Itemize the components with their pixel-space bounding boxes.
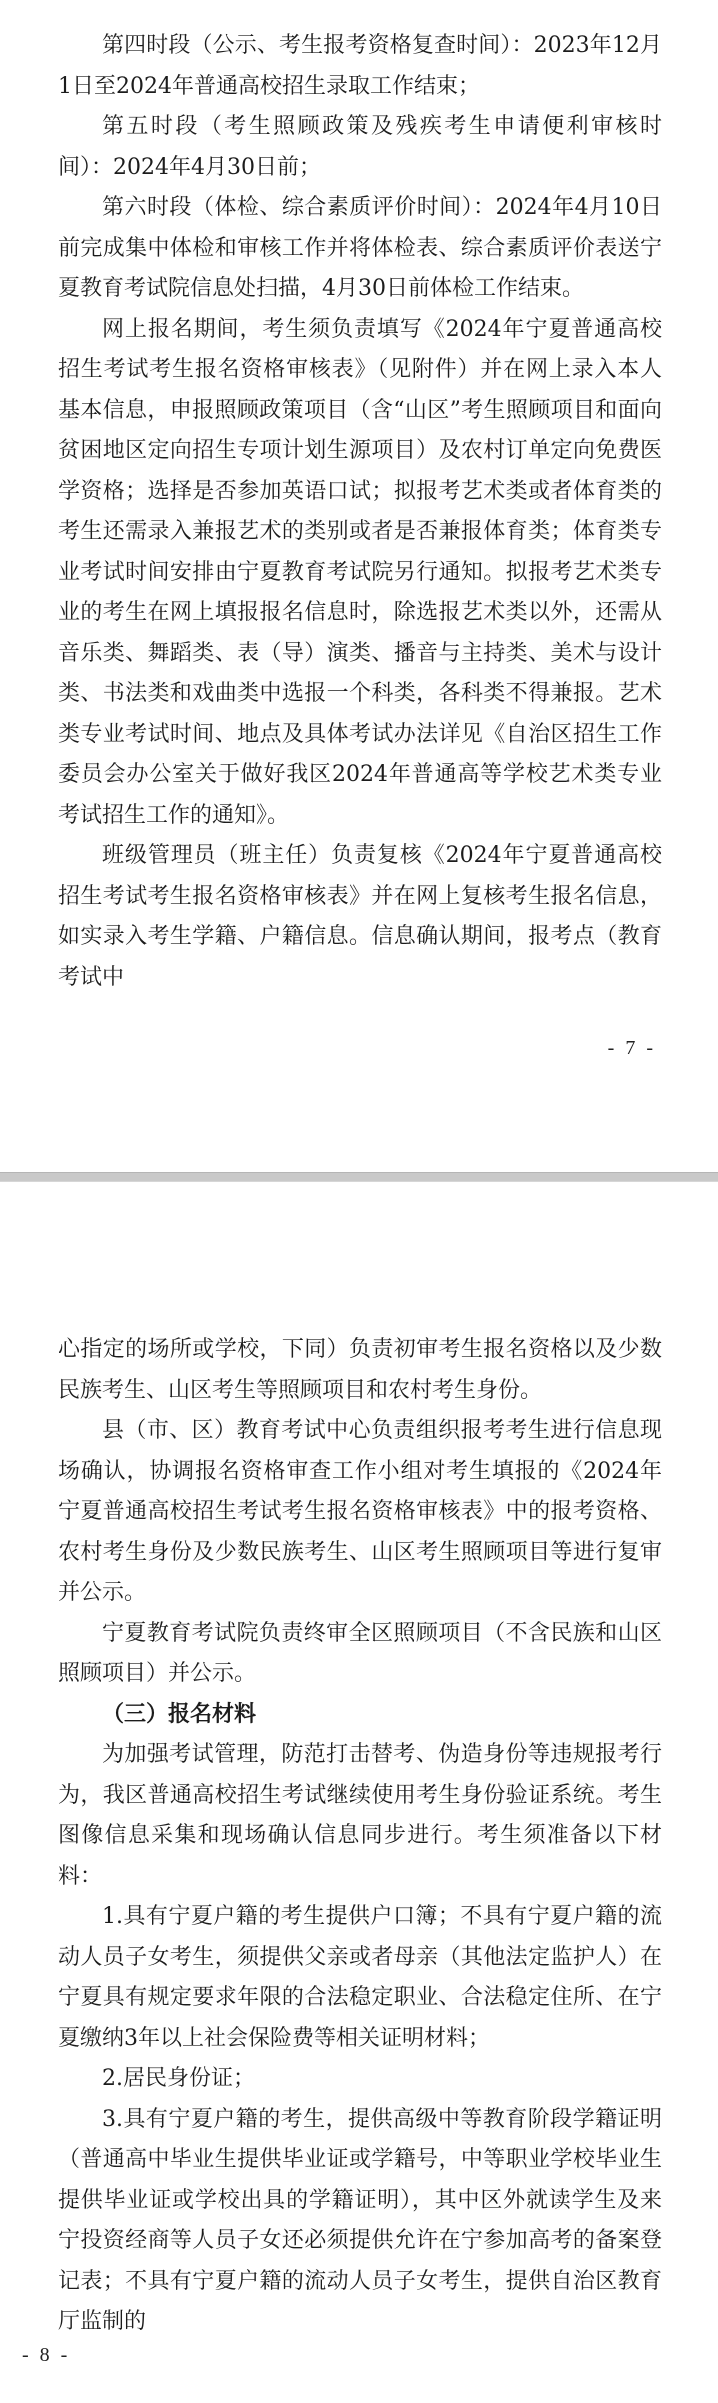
- page-number-8: - 8 -: [22, 2344, 71, 2366]
- document-page-7: [0, 0, 718, 1172]
- paragraph-continuation: 心指定的场所或学校，下同）负责初审考生报名资格以及少数民族考生、山区考生等照顾项目和农村考生身份。: [58, 1337, 662, 1403]
- paragraph-period-4: 第四时段（公示、考生报考资格复查时间）：2023年12月1日至2024年普通高校招生录取工作结束；: [58, 33, 662, 99]
- paragraph-online-registration: 网上报名期间，考生须负责填写《2024年宁夏普通高校招生考试考生报名资格审核表》（见附件）并在网上录入本人基本信息，申报照顾政策项目（含“山区”考生照顾项目和面向贫困地区定向招生专项计划生源项目）及农村订单定向免费医学资格；选择是否参加英语口试；拟报考艺术类或者体育类的考生还需录入兼报艺术的类别或者是否兼报体育类；体育类专业考试时间安排由宁夏教育考试院另行通知。拟报考艺术类专业的考生在网上填报报名信息时，除选报艺术类以外，还需从音乐类、舞蹈类、表（导）演类、播音与主持类、美术与设计类、书法类和戏曲类中选报一个科类，各科类不得兼报。艺术类专业考试时间、地点及具体考试办法详见《自治区招生工作委员会办公室关于做好我区2024年普通高等学校艺术类专业考试招生工作的通知》。: [58, 316, 662, 828]
- paragraph-period-5: 第五时段（考生照顾政策及残疾考生申请便利审核时间）：2024年4月30日前；: [58, 114, 662, 180]
- section-heading-materials: （三）报名材料: [102, 1701, 257, 1727]
- document-page-8: [0, 1182, 718, 2403]
- list-item-household-register: 1.具有宁夏户籍的考生提供户口簿；不具有宁夏户籍的流动人员子女考生，须提供父亲或者母亲（其他法定监护人）在宁夏具有规定要求年限的合法稳定职业、合法稳定住所、在宁夏缴纳3年以上社会保险费等相关证明材料；: [58, 1904, 662, 2051]
- list-item-id-card: 2.居民身份证；: [102, 2066, 255, 2091]
- paragraph-county-center: 县（市、区）教育考试中心负责组织报考考生进行信息现场确认，协调报名资格审查工作小组对考生填报的《2024年宁夏普通高校招生考试考生报名资格审核表》中的报考资格、农村考生身份及少数民族考生、山区考生照顾项目等进行复审并公示。: [58, 1418, 662, 1605]
- page-number-7: - 7 -: [607, 1037, 656, 1059]
- paragraph-materials-intro: 为加强考试管理，防范打击替考、伪造身份等违规报考行为，我区普通高校招生考试继续使用考生身份验证系统。考生图像信息采集和现场确认信息同步进行。考生须准备以下材料：: [58, 1742, 662, 1889]
- paragraph-period-6: 第六时段（体检、综合素质评价时间）：2024年4月10日前完成集中体检和审核工作并将体检表、综合素质评价表送宁夏教育考试院信息处扫描，4月30日前体检工作结束。: [58, 195, 662, 301]
- paragraph-class-administrator: 班级管理员（班主任）负责复核《2024年宁夏普通高校招生考试考生报名资格审核表》并在网上复核考生报名信息，如实录入考生学籍、户籍信息。信息确认期间，报考点（教育考试中: [58, 843, 662, 990]
- list-item-enrollment-proof: 3.具有宁夏户籍的考生，提供高级中等教育阶段学籍证明（普通高中毕业生提供毕业证或学籍号，中等职业学校毕业生提供毕业证或学校出具的学籍证明），其中区外就读学生及来宁投资经商等人员子女还必须提供允许在宁参加高考的备案登记表；不具有宁夏户籍的流动人员子女考生，提供自治区教育厅监制的: [58, 2106, 662, 2334]
- page-divider: [0, 1172, 718, 1182]
- paragraph-final-review: 宁夏教育考试院负责终审全区照顾项目（不含民族和山区照顾项目）并公示。: [58, 1620, 662, 1686]
